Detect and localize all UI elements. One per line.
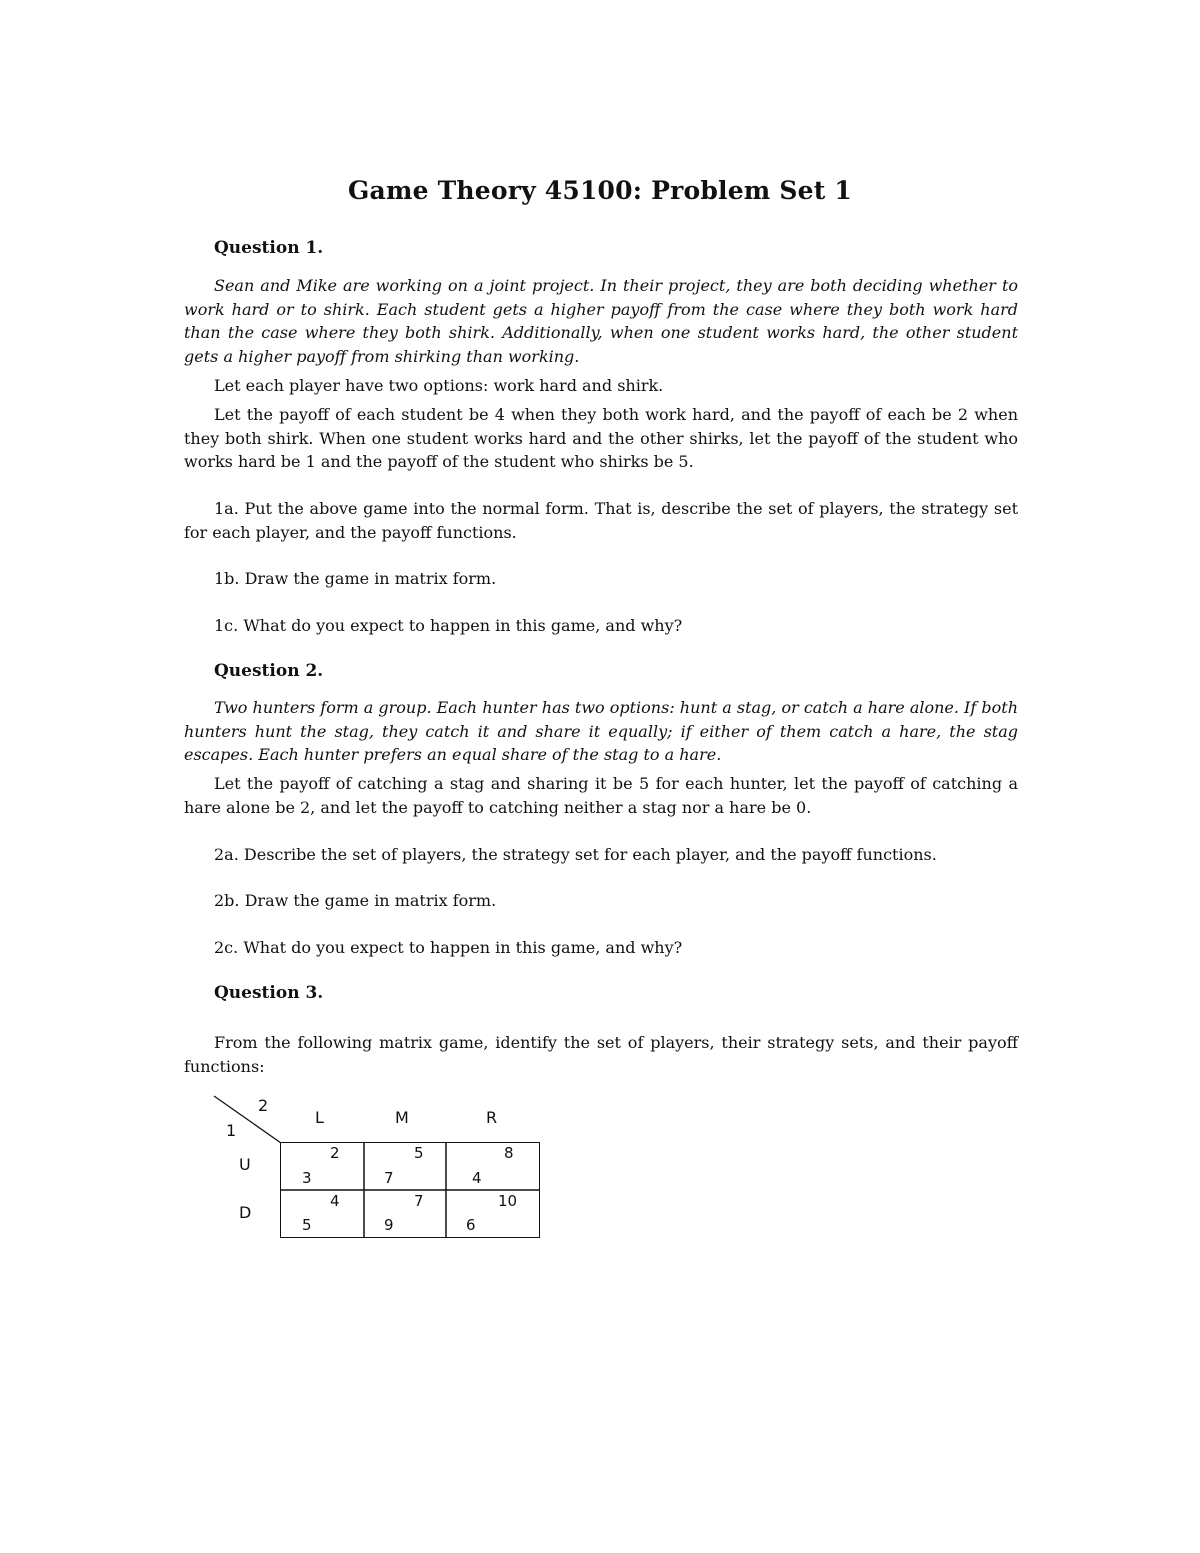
payoff-D-L-p2: 4	[330, 1192, 340, 1210]
row-player-label: 1	[226, 1121, 237, 1140]
question-2-story: Two hunters form a group. Each hunter has two options: hunt a stag, or catch a hare alone. If both hunters hunt the stag, they catch it and share it equally; if either of them catch a hare, the stag escapes. Each hunter prefers an equal share of the stag to a hare.	[184, 698, 1018, 764]
payoff-D-M-p1: 9	[384, 1216, 394, 1234]
question-3-intro: From the following matrix game, identify the set of players, their strategy sets, and their payoff functions:	[184, 1033, 1018, 1076]
payoff-U-L-p2: 2	[330, 1144, 340, 1162]
question-1b: 1b. Draw the game in matrix form.	[214, 569, 497, 588]
row-label-D: D	[239, 1203, 252, 1222]
column-label-M: M	[395, 1108, 409, 1127]
question-1c: 1c. What do you expect to happen in this game, and why?	[214, 616, 683, 635]
payoff-U-M-p2: 5	[414, 1144, 424, 1162]
payoff-D-R-p1: 6	[466, 1216, 476, 1234]
payoff-U-M-p1: 7	[384, 1169, 394, 1187]
question-2c: 2c. What do you expect to happen in this game, and why?	[214, 938, 683, 957]
payoff-D-L-p1: 5	[302, 1216, 312, 1234]
question-1-options: Let each player have two options: work hard and shirk.	[214, 376, 664, 395]
question-2a: 2a. Describe the set of players, the strategy set for each player, and the payoff functions.	[214, 845, 937, 864]
payoff-D-R-p2: 10	[498, 1192, 518, 1210]
row-label-U: U	[239, 1155, 251, 1174]
question-1-story: Sean and Mike are working on a joint project. In their project, they are both deciding whether to work hard or to shirk. Each student gets a higher payoff from the case where they both work hard than the case where they both shirk. Additionally, when one student works hard, the other student gets a higher payoff from shirking than working.	[184, 276, 1018, 366]
payoff-U-R-p2: 8	[504, 1144, 514, 1162]
question-2-payoffs: Let the payoff of catching a stag and sharing it be 5 for each hunter, let the payoff of catching a hare alone be 2, and let the payoff to catching neither a stag nor a hare be 0.	[184, 774, 1018, 817]
question-2-heading: Question 2.	[214, 661, 324, 681]
question-1a: 1a. Put the above game into the normal form. That is, describe the set of players, the strategy set for each player, and the payoff functions.	[184, 499, 1018, 542]
column-label-L: L	[315, 1108, 324, 1127]
column-player-label: 2	[258, 1096, 269, 1115]
question-1-heading: Question 1.	[214, 238, 324, 258]
column-label-R: R	[486, 1108, 498, 1127]
payoff-U-R-p1: 4	[472, 1169, 482, 1187]
payoff-U-L-p1: 3	[302, 1169, 312, 1187]
question-2b: 2b. Draw the game in matrix form.	[214, 891, 497, 910]
payoff-D-M-p2: 7	[414, 1192, 424, 1210]
question-3-heading: Question 3.	[214, 983, 324, 1003]
document-title: Game Theory 45100: Problem Set 1	[348, 176, 852, 205]
question-1-payoffs: Let the payoff of each student be 4 when they both work hard, and the payoff of each be 2 when they both shirk. When one student works hard and the other shirks, let the payoff of the student who works hard be 1 and the payoff of the student who shirks be 5.	[184, 405, 1018, 471]
